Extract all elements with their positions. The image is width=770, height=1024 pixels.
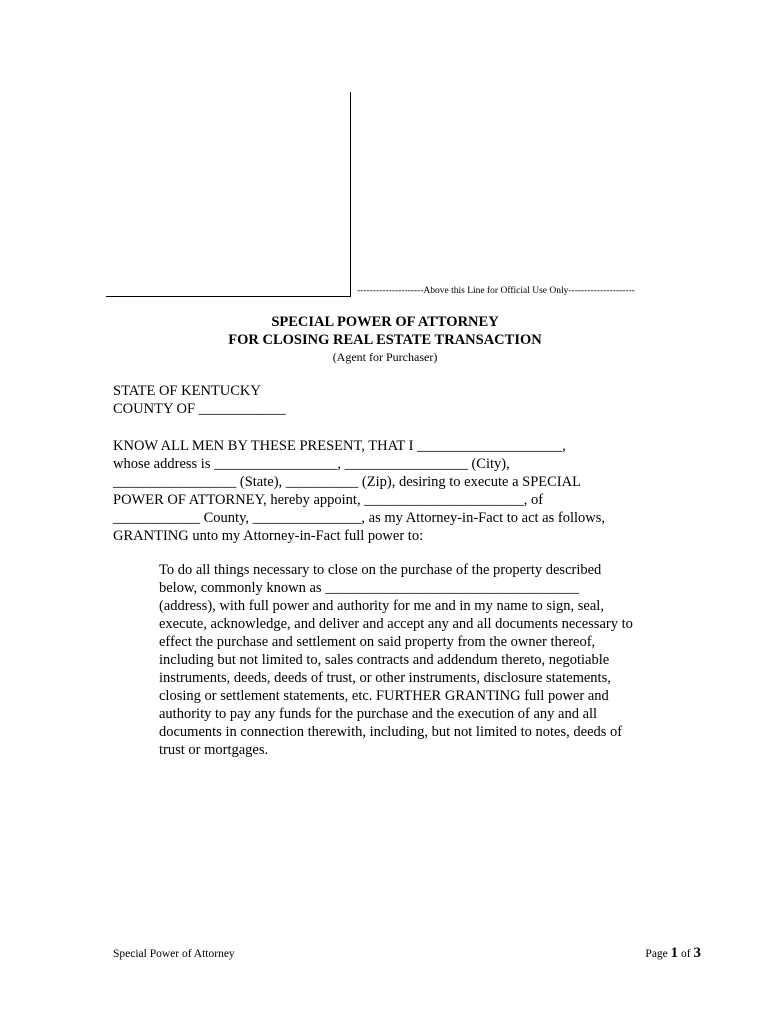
page-current: 1 bbox=[670, 945, 679, 961]
document-title-line1: SPECIAL POWER OF ATTORNEY bbox=[271, 314, 499, 330]
venue-county: COUNTY OF ____________ bbox=[113, 401, 286, 417]
document-title-line2: FOR CLOSING REAL ESTATE TRANSACTION bbox=[228, 332, 542, 348]
footer-document-name: Special Power of Attorney bbox=[113, 948, 235, 960]
intro-line: POWER OF ATTORNEY, hereby appoint, ______________________, of bbox=[113, 492, 544, 508]
official-use-horizontal-rule bbox=[106, 296, 351, 297]
grant-line: documents in connection therewith, including, but not limited to notes, deeds of bbox=[159, 724, 623, 740]
official-use-vertical-rule bbox=[350, 92, 351, 297]
venue-state: STATE OF KENTUCKY bbox=[113, 383, 261, 399]
grant-line: closing or settlement statements, etc. FURTHER GRANTING full power and bbox=[159, 688, 609, 704]
grant-line: below, commonly known as ___________________________________ bbox=[159, 580, 579, 596]
intro-line: whose address is _________________, _________________ (City), bbox=[113, 456, 510, 472]
intro-line: ____________ County, _______________, as my Attorney-in-Fact to act as follows, bbox=[113, 510, 606, 526]
page-label: Page bbox=[645, 948, 668, 960]
grant-line: To do all things necessary to close on the purchase of the property described bbox=[159, 562, 602, 578]
grant-line: instruments, deeds, deeds of trust, or other instruments, disclosure statements, bbox=[159, 670, 611, 686]
page-total: 3 bbox=[693, 945, 701, 961]
intro-line: KNOW ALL MEN BY THESE PRESENT, THAT I ____________________, bbox=[113, 438, 566, 454]
page-of-label: of bbox=[681, 948, 691, 960]
grant-line: execute, acknowledge, and deliver and accept any and all documents necessary to bbox=[159, 616, 633, 632]
grant-line: including but not limited to, sales contracts and addendum thereto, negotiable bbox=[159, 652, 610, 668]
intro-line: _________________ (State), __________ (Zip), desiring to execute a SPECIAL bbox=[113, 474, 581, 490]
intro-line: GRANTING unto my Attorney-in-Fact full power to: bbox=[113, 528, 424, 544]
grant-line: trust or mortgages. bbox=[159, 742, 269, 758]
footer-page-number bbox=[645, 945, 701, 962]
document-subtitle: (Agent for Purchaser) bbox=[332, 350, 438, 364]
grant-line: authority to pay any funds for the purchase and the execution of any and all bbox=[159, 706, 598, 722]
grant-line: effect the purchase and settlement on said property from the owner thereof, bbox=[159, 634, 596, 650]
grant-line: (address), with full power and authority for me and in my name to sign, seal, bbox=[159, 598, 604, 614]
official-use-note: ---------------------Above this Line for Official Use Only--------------------- bbox=[357, 286, 635, 296]
